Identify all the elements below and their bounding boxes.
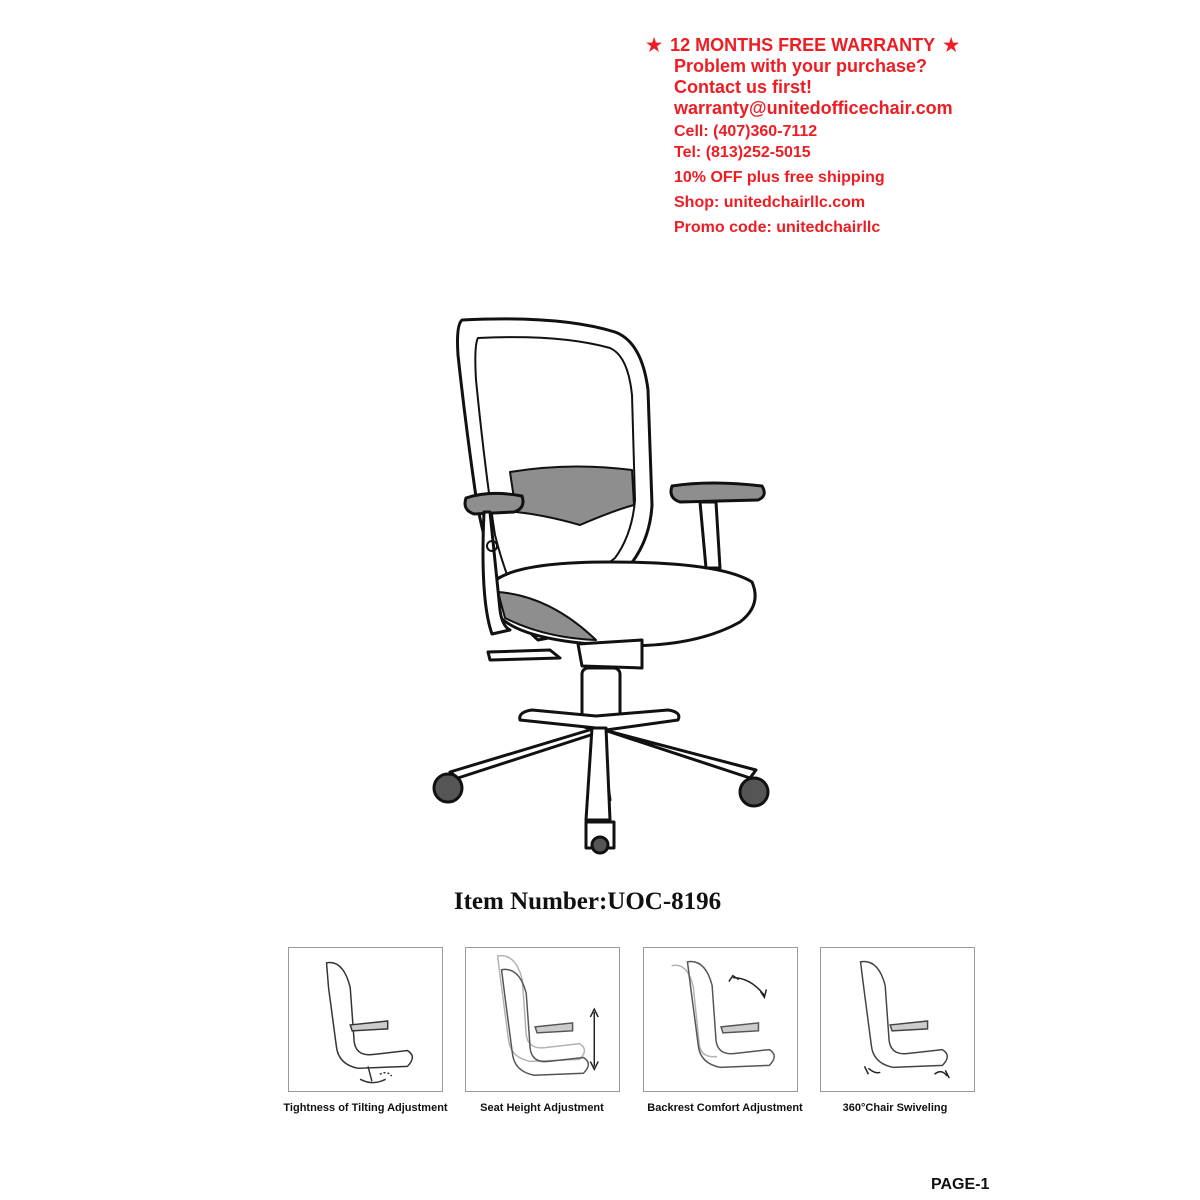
chair-tilt-lever xyxy=(488,650,560,660)
star-icon: ★ xyxy=(943,35,960,55)
seat-height-diagram xyxy=(466,948,619,1091)
tilt-adjustment-diagram xyxy=(289,948,442,1091)
warranty-headline xyxy=(646,34,986,56)
warranty-headline-text: 12 MONTHS FREE WARRANTY xyxy=(670,35,936,55)
chair-caster-left xyxy=(434,774,462,802)
tilt-tightness-panel xyxy=(288,947,443,1092)
chair-mechanism xyxy=(578,640,642,668)
chair-right-arm-post xyxy=(700,502,720,568)
warranty-tel-phone: Tel: (813)252-5015 xyxy=(674,144,811,161)
caption-tilt-tightness: Tightness of Tilting Adjustment xyxy=(283,1102,448,1114)
discount-offer: 10% OFF plus free shipping xyxy=(674,169,885,186)
seat-height-panel xyxy=(465,947,620,1092)
swivel-diagram xyxy=(821,948,974,1091)
shop-link[interactable]: Shop: unitedchairllc.com xyxy=(674,194,866,211)
office-chair-illustration xyxy=(410,300,790,870)
caption-seat-height: Seat Height Adjustment xyxy=(480,1102,604,1114)
chair-left-armrest xyxy=(465,493,523,514)
warranty-problem-line: Problem with your purchase? xyxy=(674,56,928,76)
backrest-comfort-panel xyxy=(643,947,798,1092)
caption-swivel: 360°Chair Swiveling xyxy=(842,1102,948,1114)
page-number: PAGE-1 xyxy=(931,1176,990,1193)
promo-code: Promo code: unitedchairllc xyxy=(674,219,881,236)
backrest-adjustment-diagram xyxy=(644,948,797,1091)
chair-base-leg-front xyxy=(586,728,610,820)
caption-backrest-comfort: Backrest Comfort Adjustment xyxy=(647,1102,803,1114)
star-icon: ★ xyxy=(646,35,663,55)
warranty-notice xyxy=(646,34,986,238)
warranty-cell-phone: Cell: (407)360-7112 xyxy=(674,123,818,140)
chair-caster-front-wheel xyxy=(592,837,608,853)
item-number: Item Number:UOC-8196 xyxy=(453,888,722,915)
chair-lumbar-support xyxy=(510,466,634,525)
chair-right-armrest xyxy=(671,483,764,502)
warranty-contact-line: Contact us first! xyxy=(674,77,813,97)
swivel-panel xyxy=(820,947,975,1092)
chair-caster-right xyxy=(740,778,768,806)
warranty-email-link[interactable]: warranty@unitedofficechair.com xyxy=(674,98,953,118)
